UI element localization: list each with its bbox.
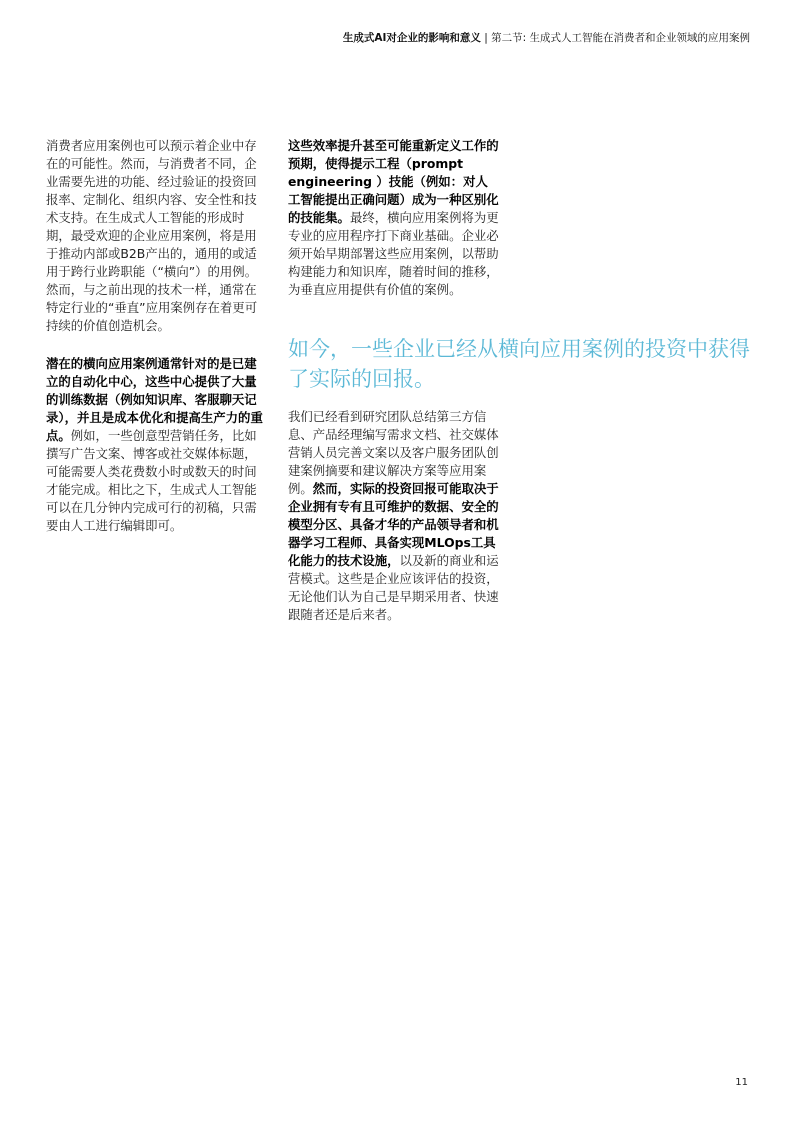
right-paragraph-1-rest: 最终，横向应用案例将为更专业的应用程序打下商业基础。企业必须开始早期部署这些应用案例，以帮助构建能力和知识库，随着时间的推移，为垂直应用提供有价值的案例。 [288, 210, 499, 297]
left-column [46, 137, 268, 535]
right-paragraph-2-start: 我们已经看到研究团队总结第三方信息、产品经理编写需求文档、社交媒体营销人员完善文案以及客户服务团队创建案例摘要和建议解决方案等应用案例。 [288, 409, 499, 496]
page-header [343, 31, 750, 45]
right-paragraph-2 [288, 408, 500, 624]
header-separator: | [480, 32, 492, 44]
right-paragraph-1-bold: 这些效率提升甚至可能重新定义工作的预期，使得提示工程（prompt engineering ）技能（例如：对人工智能提出正确问题）成为一种区别化的技能集。 [288, 138, 499, 225]
right-column-top [288, 137, 500, 299]
left-paragraph-2-bold: 潜在的横向应用案例通常针对的是已建立的自动化中心，这些中心提供了大量的训练数据（例如知识库、客服聊天记录），并且是成本优化和提高生产力的重点。 [46, 356, 263, 443]
right-column-bottom [288, 408, 500, 624]
header-section: 第二节: 生成式人工智能在消费者和企业领域的应用案例 [491, 32, 750, 44]
left-paragraph-2 [46, 355, 268, 535]
right-paragraph-1 [288, 137, 500, 299]
pull-quote: 如今，一些企业已经从横向应用案例的投资中获得了实际的回报。 [288, 337, 750, 391]
header-doc-title: 生成式AI对企业的影响和意义 [342, 32, 481, 44]
right-paragraph-2-bold: 然而，实际的投资回报可能取决于企业拥有专有且可维护的数据、安全的模型分区、具备才华的产品领导者和机器学习工程师、具备实现MLOps工具化能力的技术设施， [288, 481, 499, 568]
left-paragraph-2-rest: 例如，一些创意型营销任务，比如撰写广告文案、博客或社交媒体标题，可能需要人类花费数小时或数天的时间才能完成。相比之下，生成式人工智能可以在几分钟内完成可行的初稿，只需要由人工进行编辑即可。 [46, 428, 257, 533]
page-number: 11 [735, 1077, 748, 1088]
right-paragraph-2-rest: 以及新的商业和运营模式。这些是企业应该评估的投资，无论他们认为自己是早期采用者、快速跟随者还是后来者。 [288, 553, 499, 622]
left-paragraph-1: 消费者应用案例也可以预示着企业中存在的可能性。然而，与消费者不同，企业需要先进的功能、经过验证的投资回报率、定制化、组织内容、安全性和技术支持。在生成式人工智能的形成时期，最受欢迎的企业应用案例，将是用于推动内部或B2B产出的，通用的或适用于跨行业跨职能（“横向”）的用例。然而，与之前出现的技术一样，通常在特定行业的“垂直”应用案例存在着更可持续的价值创造机会。 [46, 138, 258, 333]
